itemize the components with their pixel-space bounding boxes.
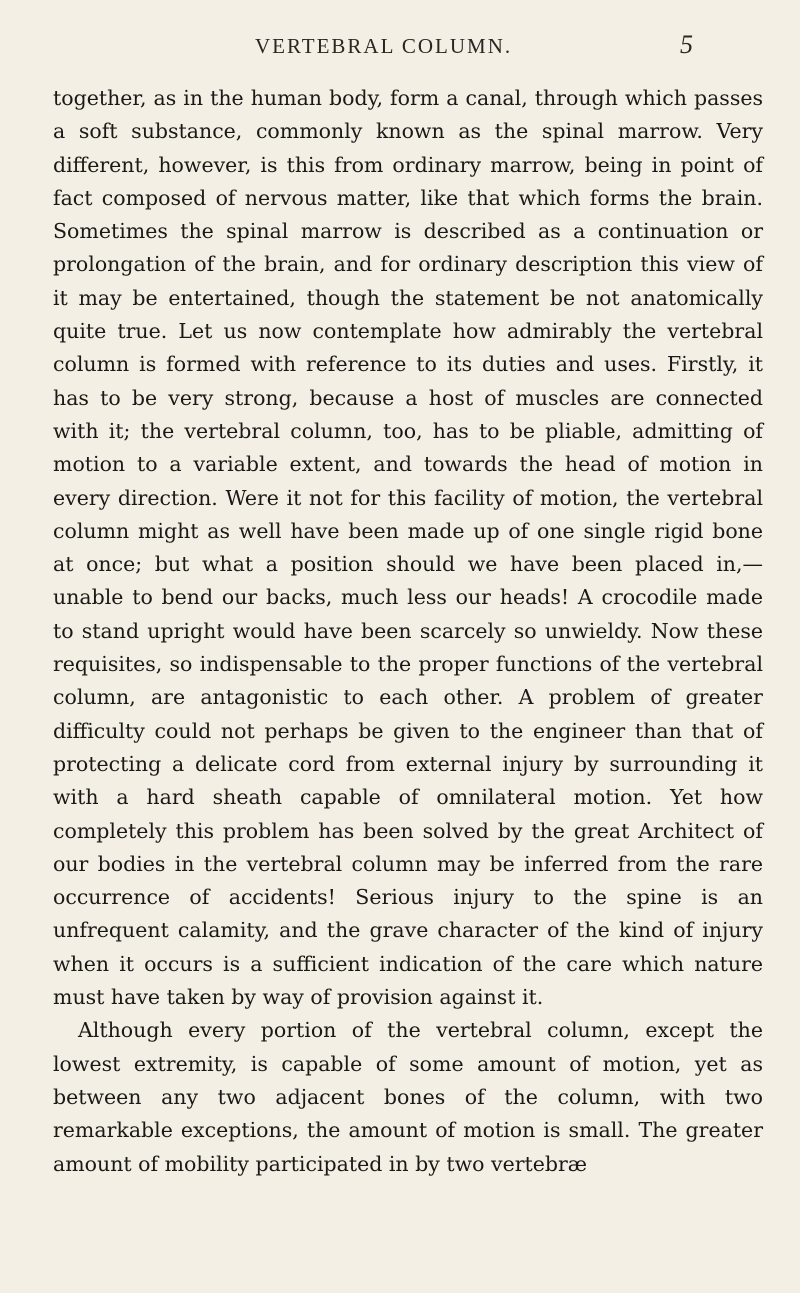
paragraph-continued: together, as in the human body, form a canal, through which passes a soft substance, commonly known as the spinal marrow. Very different, however, is this from ordinary marrow, being in point of fact composed of nervous matter, like that which forms the brain. Sometimes the spinal marrow is described as a continuation or prolongation of the brain, and for ordinary description this view of it may be entertained, though the statement be not anatomically quite true. Let us now contemplate how admirably the vertebral column is formed with reference to its duties and uses. Firstly, it has to be very strong, because a host of muscles are connected with it; the vertebral column, too, has to be pliable, admitting of motion to a variable extent, and towards the head of motion in every direction. Were it not for this facility of motion, the vertebral column might as well have been made up of one single rigid bone at once; but what a position should we have been placed in,—unable to bend our backs, much less our heads! A crocodile made to stand upright would have been scarcely so unwieldy. Now these requisites, so indispensable to the proper functions of the vertebral column, are antagonistic to each other. A problem of greater difficulty could not perhaps be given to the engineer than that of protecting a delicate cord from external injury by surrounding it with a hard sheath capable of omnilateral motion. Yet how completely this problem has been solved by the great Architect of our bodies in the vertebral column may be inferred from the rare occurrence of accidents! Serious injury to the spine is an unfrequent calamity, and the grave character of the kind of injury when it occurs is a sufficient indication of the care which nature must have taken by way of provision against it. — [53, 86, 763, 1010]
paragraph: Although every portion of the vertebral column, except the lowest extremity, is capable of some amount of motion, yet as between any two adjacent bones of the column, with two remarkable exceptions, the amount of motion is small. The greater amount of mobility participated in by two vertebræ — [53, 1018, 763, 1176]
body-text — [53, 82, 763, 1181]
page-number: 5 — [680, 30, 693, 59]
running-title: VERTEBRAL COLUMN. — [255, 34, 513, 58]
